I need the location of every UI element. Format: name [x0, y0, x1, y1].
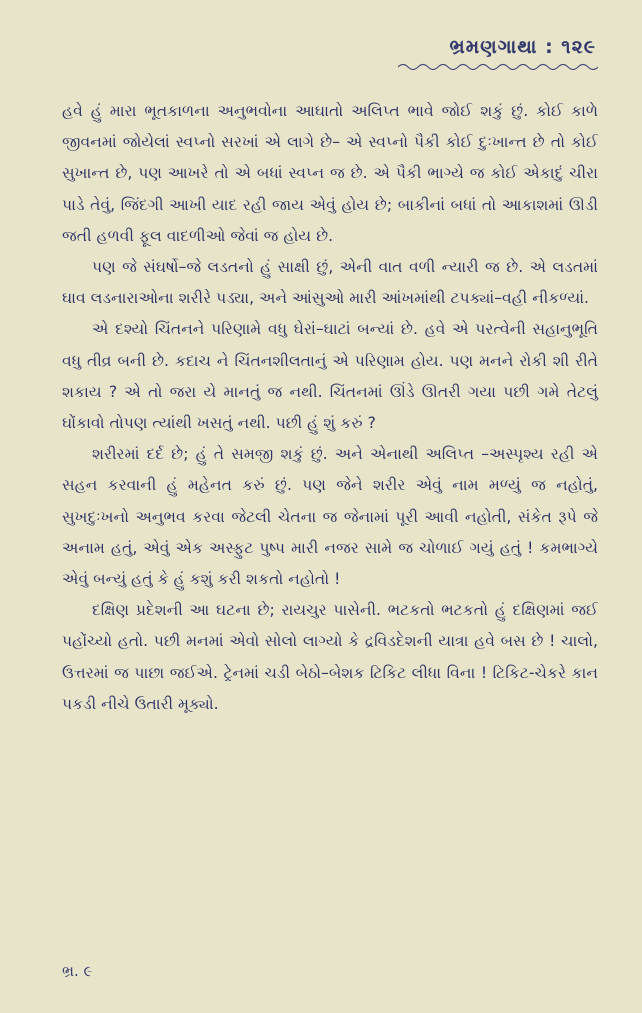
signature-mark: ભ્ર. ૯: [62, 962, 93, 980]
paragraph-4: શરીરમાં દર્દ છે; હું તે સમજી શકું છું. અને એનાથી અલિપ્ત –અસ્પૃશ્ય રહી એ સહન કરવાની હું મહેનત કરું છું. પણ જેને શરીર એવું નામ મળ્યું જ નહોતું, સુખદુઃખનો અનુભવ કરવા જેટલી ચેતના જ જેનામાં પૂરી આવી નહોતી, સંકેત રૂપે જે અનામ હતું, એવું એક અસ્ફુટ પુષ્પ મારી નજર સામે જ ચોળાઈ ગયું હતું ! કમભાગ્યે એવું બન્યું હતું કે હું કશું કરી શકતો નહોતો !: [62, 445, 598, 589]
paragraph-2: પણ જે સંઘર્ષો–જે લડતનો હું સાક્ષી છું, એની વાત વળી ન્યારી જ છે. એ લડતમાં ઘાવ લડનારાઓના શરીરે પડ્યા, અને આંસુઓ મારી આંખમાંથી ટપક્યાં–વહી નીકળ્યાં.: [62, 258, 598, 308]
body-text: [62, 96, 598, 720]
paragraph-5: દક્ષિણ પ્રદેશની આ ઘટના છે; રાયચુર પાસેની. ભટકતો ભટકતો હું દક્ષિણમાં જઈ પહોંચ્યો હતો. પછી મનમાં એવો સોલો લાગ્યો કે દ્રવિડદેશની યાત્રા હવે બસ છે ! ચાલો, ઉત્તરમાં જ પાછા જઈએ. ટ્રેનમાં ચડી બેઠો–બેશક ટિકિટ લીધા વિના ! ટિકિટ-ચેકરે કાન પકડી નીચે ઉતારી મૂક્યો.: [62, 601, 598, 713]
header-wavy-rule: [398, 62, 598, 72]
running-title: ભ્રમણગાથા : ૧૨૯: [449, 36, 596, 58]
paragraph-1: હવે હું મારા ભૂતકાળના અનુભવોના આઘાતો અલિપ્ત ભાવે જોઈ શકું છું. કોઈ કાળે જીવનમાં જોયેલાં સ્વપ્નો સરખાં એ લાગે છે– એ સ્વપ્નો પૈકી કોઈ દુઃખાન્ત છે તો કોઈ સુખાન્ત છે, પણ આખરે તો એ બધાં સ્વપ્ન જ છે. એ પૈકી ભાગ્યે જ કોઈ એકાદું ચીરા પાડે તેવું, જિંદગી આખી યાદ રહી જાય એવું હોય છે; બાકીનાં બધાં તો આકાશમાં ઊડી જતી હળવી ફૂલ વાદળીઓ જેવાં જ હોય છે.: [62, 102, 598, 245]
paragraph-3: એ દશ્યો ચિંતનને પરિણામે વધુ ઘેરાં–ઘાટાં બન્યાં છે. હવે એ પરત્વેની સહાનુભૂતિ વધુ તીવ્ર બની છે. કદાચ ને ચિંતનશીલતાનું એ પરિણામ હોય. પણ મનને રોકી શી રીતે શકાય ? એ તો જરા યે માનતું જ નથી. ચિંતનમાં ઊંડે ઊતરી ગયા પછી ગમે તેટલું ઘોંકાવો તોપણ ત્યાંથી ખસતું નથી. પછી હું શું કરું ?: [62, 320, 598, 433]
